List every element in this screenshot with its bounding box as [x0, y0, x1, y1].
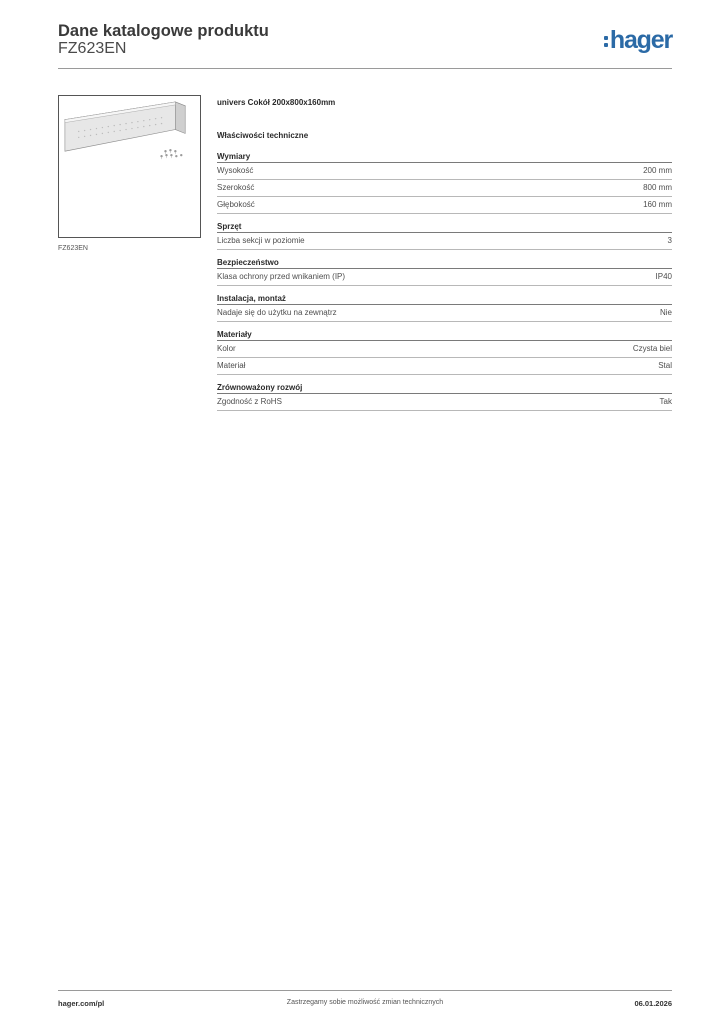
spec-value: Stal	[658, 361, 672, 370]
document-title: Dane katalogowe produktu	[58, 22, 269, 40]
spec-group-materials	[217, 329, 672, 375]
spec-row	[217, 341, 672, 358]
spec-label: Klasa ochrony przed wnikaniem (IP)	[217, 272, 346, 281]
spec-group-dimensions	[217, 151, 672, 214]
spec-row	[217, 163, 672, 180]
spec-value: Nie	[659, 308, 672, 317]
group-title: Wymiary	[217, 151, 672, 163]
spec-row	[217, 233, 672, 250]
spec-value: 200 mm	[643, 166, 672, 175]
group-title: Materiały	[217, 329, 672, 341]
spec-group-equipment	[217, 221, 672, 250]
product-name: univers Cokół 200x800x160mm	[217, 98, 336, 107]
spec-label: Głębokość	[217, 200, 255, 209]
image-caption: FZ623EN	[58, 245, 88, 252]
product-image	[58, 95, 201, 238]
spec-row	[217, 394, 672, 411]
document-date: 06.01.2026	[634, 999, 672, 1008]
spec-row	[217, 358, 672, 375]
spec-value: 160 mm	[643, 200, 672, 209]
spec-label: Materiał	[217, 361, 246, 370]
logo-dots-icon	[604, 36, 608, 47]
spec-label: Liczba sekcji w poziomie	[217, 236, 305, 245]
technical-properties-heading: Właściwości techniczne	[217, 131, 309, 140]
spec-row	[217, 305, 672, 322]
spec-label: Nadaje się do użytku na zewnątrz	[217, 308, 337, 317]
group-title: Zrównoważony rozwój	[217, 382, 672, 394]
spec-group-installation	[217, 293, 672, 322]
spec-row	[217, 197, 672, 214]
logo-wordmark: hager	[609, 25, 672, 54]
spec-value: 800 mm	[643, 183, 672, 192]
spec-row	[217, 180, 672, 197]
spec-value: Tak	[659, 397, 672, 406]
spec-row	[217, 269, 672, 286]
spec-group-sustainability	[217, 382, 672, 411]
spec-value: Czysta biel	[632, 344, 672, 353]
spec-group-safety	[217, 257, 672, 286]
specifications	[217, 96, 672, 411]
spec-label: Wysokość	[217, 166, 254, 175]
spec-label: Kolor	[217, 344, 236, 353]
group-title: Bezpieczeństwo	[217, 257, 672, 269]
page-header	[58, 20, 672, 69]
spec-value: IP40	[655, 272, 672, 281]
spec-label: Szerokość	[217, 183, 255, 192]
group-title: Sprzęt	[217, 221, 672, 233]
page-footer	[58, 990, 672, 1010]
group-title: Instalacja, montaż	[217, 293, 672, 305]
product-code: FZ623EN	[58, 40, 127, 57]
hager-logo	[604, 27, 672, 53]
spec-value: 3	[667, 236, 672, 245]
website-link[interactable]: hager.com/pl	[58, 999, 105, 1008]
plinth-illustration	[59, 96, 200, 237]
spec-label: Zgodność z RoHS	[217, 397, 282, 406]
disclaimer-text: Zastrzegamy sobie możliwość zmian technicznych	[286, 999, 444, 1006]
